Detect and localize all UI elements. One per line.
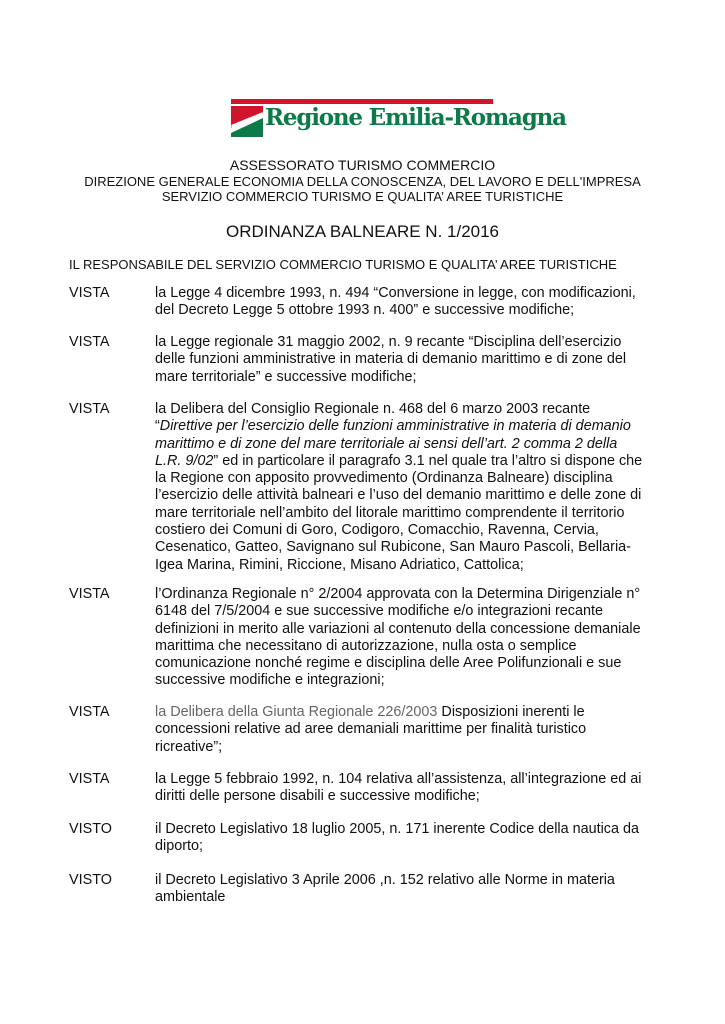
recital-line: la Legge 4 dicembre 1993, n. 494 “Conversione in legge, con modificazioni, (155, 285, 636, 301)
recital-keyword: VISTA (69, 285, 110, 301)
recital-line-rest: ” ed in particolare il paragrafo 3.1 nel quale tra l’altro si dispone che (213, 452, 643, 469)
recital-keyword: VISTA (69, 334, 110, 350)
recital-text (155, 401, 655, 574)
recital-line: diritti delle persone disabili e successive modifiche; (155, 788, 480, 805)
recital-line: marittima che necessitano di autorizzazione, nulla osta o semplice (155, 637, 577, 654)
recital-text (155, 586, 655, 690)
recital-line: comunicazione nonché regime e disciplina delle Aree Polifunzionali e sue (155, 655, 622, 672)
recital-line: il Decreto Legislativo 18 luglio 2005, n. 171 inerente Codice della nautica da (155, 821, 640, 837)
recital-line: mare territoriale” e successive modifiche; (155, 368, 417, 385)
recital-line: mare territoriale nell’ambito del litorale marittimo comprendente il territorio (155, 504, 625, 521)
recital-line: la Legge regionale 31 maggio 2002, n. 9 recante “Disciplina dell’esercizio (155, 334, 622, 350)
italic-citation: marittimo e di zone del mare territoriale ai sensi dell’art. 2 comma 2 della (155, 435, 618, 452)
recital-line: la Delibera del Consiglio Regionale n. 468 del 6 marzo 2003 recante (155, 401, 591, 417)
recital-keyword: VISTA (69, 704, 110, 720)
recital-line (155, 418, 655, 435)
recital-text (155, 821, 655, 856)
responsabile-heading: IL RESPONSABILE DEL SERVIZIO COMMERCIO TURISMO E QUALITA’ AREE TURISTICHE (69, 257, 617, 272)
recital-line: ambientale (155, 889, 226, 906)
italic-citation: L.R. 9/02 (155, 452, 214, 469)
region-flag-icon (231, 106, 263, 137)
recital-line: ricreative”; (155, 738, 223, 755)
recital-keyword: VISTO (69, 821, 112, 837)
document-title: ORDINANZA BALNEARE N. 1/2016 (225, 222, 500, 241)
recital-text (155, 771, 655, 806)
recital-line: l’esercizio delle attività balneari e l’uso del demanio marittimo e delle zone di (155, 487, 642, 504)
recital-line: diporto; (155, 838, 203, 855)
recital-keyword: VISTA (69, 771, 110, 787)
recital-text (155, 334, 655, 386)
recital-line: Igea Marina, Rimini, Riccione, Misano Adriatico, Cattolica; (155, 556, 524, 573)
recital-text (155, 285, 655, 320)
direzione-heading: DIREZIONE GENERALE ECONOMIA DELLA CONOSCENZA, DEL LAVORO E DELL'IMPRESA (84, 174, 641, 189)
recital-line: costiero dei Comuni di Goro, Codigoro, Comacchio, Ravenna, Cervia, (155, 522, 599, 539)
quote-mark: “ (155, 418, 160, 435)
recital-line: delle funzioni amministrative in materia di demanio marittimo e di zone del (155, 351, 627, 368)
logo-text: Regione Emilia-Romagna (265, 104, 566, 131)
recital-keyword: VISTA (69, 401, 110, 417)
recital-line: il Decreto Legislativo 3 Aprile 2006 ,n. 152 relativo alle Norme in materia (155, 872, 615, 888)
region-logo (231, 99, 566, 139)
recital-line: 6148 del 7/5/2004 e sue successive modifiche e/o integrazioni recante (155, 603, 603, 620)
delibera-reference: la Delibera della Giunta Regionale 226/2003 (155, 704, 442, 720)
recital-line: definizioni in merito alle variazioni al contenuto della concessione demaniale (155, 620, 641, 637)
assessorato-heading: ASSESSORATO TURISMO COMMERCIO (229, 157, 496, 173)
recital-line-rest: Disposizioni inerenti le (441, 704, 585, 720)
recital-line: la Legge 5 febbraio 1992, n. 104 relativa all’assistenza, all’integrazione ed ai (155, 771, 642, 787)
recital-line: del Decreto Legge 5 ottobre 1993 n. 400” e successive modifiche; (155, 302, 575, 319)
servizio-heading: SERVIZIO COMMERCIO TURISMO E QUALITA’ AREE TURISTICHE (161, 189, 564, 204)
italic-citation: Direttive per l’esercizio delle funzioni amministrative in materia di demanio (159, 418, 631, 435)
recital-text (155, 872, 655, 907)
recital-keyword: VISTO (69, 872, 112, 888)
recital-keyword: VISTA (69, 586, 110, 602)
recital-line: la Regione con apposito provvedimento (Ordinanza Balneare) disciplina (155, 470, 613, 487)
recital-text (155, 704, 655, 756)
recital-line: Cesenatico, Gatteo, Savignano sul Rubicone, San Mauro Pascoli, Bellaria- (155, 539, 631, 556)
recital-line: successive modifiche e integrazioni; (155, 672, 385, 689)
recital-line (155, 453, 655, 470)
recital-line: concessioni relative ad aree demaniali marittime per finalità turistico (155, 721, 587, 738)
recital-line (155, 704, 655, 721)
recital-line: l’Ordinanza Regionale n° 2/2004 approvata con la Determina Dirigenziale n° (155, 586, 641, 602)
